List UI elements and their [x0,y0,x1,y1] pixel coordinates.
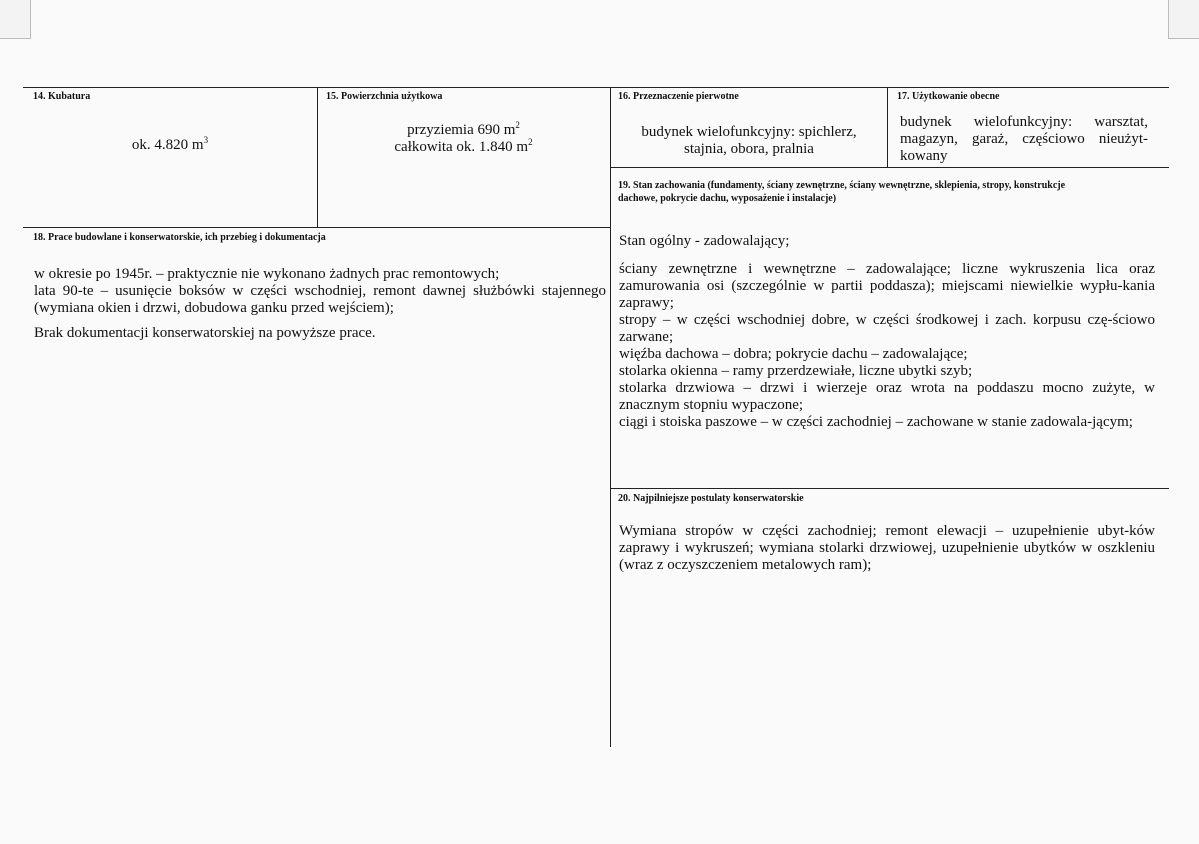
field-18-label: 18. Prace budowlane i konserwatorskie, ich przebieg i dokumentacja [33,232,326,243]
field-19-details [619,261,1155,431]
kubatura-sup: 3 [203,135,209,145]
field-15-value [317,122,610,156]
field-20-label: 20. Najpilniejsze postulaty konserwatorskie [618,493,804,504]
rule-row1-right [610,167,1169,168]
scan-corner-left [0,0,31,39]
works-90s: lata 90-te – usunięcie boksów w części wschodniej, remont dawnej służbówki stajennego (wymiana okien i drzwi, dobudowa ganku przed wejściem); [34,283,606,316]
rule-col-a [317,87,318,227]
kubatura-text: ok. 4.820 m [131,137,204,153]
area-ground-text: przyziemia 690 m [407,122,516,138]
rule-col-b [610,87,611,747]
field-18-text [34,266,606,342]
field-19-general: Stan ogólny - zadowalający; [619,233,790,249]
condition-walls: ściany zewnętrzne i wewnętrzne – zadowalające; liczne wykruszenia lica oraz zamurowania osi (szczególnie w partii poddasza); miejscami niewielkie wypłu-kania zaprawy; [619,261,1155,311]
area-ground-sup: 2 [515,120,520,130]
field-20-value: Wymiana stropów w części zachodniej; remont elewacji – uzupełnienie ubyt-ków zaprawy i wykruszeń; wymiana stolarki drzwiowej, uzupełnienie ubytków w oszkleniu (wraz z oczyszczeniem metalowych ram); [619,523,1155,573]
rule-row2-right [610,488,1169,489]
condition-floors: stropy – w części wschodniej dobre, w części środkowej i zach. korpusu czę-ściowo zarwane; [619,312,1155,345]
rule-row2-left [23,227,610,228]
rule-top [23,87,1169,88]
field-14-value [23,137,317,154]
condition-feeding: ciągi i stoiska paszowe – w części zachodniej – zachowane w stanie zadowala-jącym; [619,414,1133,430]
field-19-label: 19. Stan zachowania (fundamenty, ściany zewnętrzne, ściany wewnętrzne, sklepienia, stropy, konstrukcje dachowe, pokrycie dachu, wyposażenie i instalacje) [618,180,1066,204]
field-15-label: 15. Powierzchnia użytkowa [326,91,443,102]
field-14-label: 14. Kubatura [33,91,91,102]
field-17-label: 17. Użytkowanie obecne [897,91,1000,102]
field-16-value: budynek wielofunkcyjny: spichlerz, stajnia, obora, pralnia [641,124,857,157]
rule-col-c [887,87,888,167]
condition-roof: więźba dachowa – dobra; pokrycie dachu – zadowalające; [619,346,968,362]
condition-doors: stolarka drzwiowa – drzwi i wierzeje oraz wrota na poddaszu mocno zużyte, w znacznym stopniu wypaczone; [619,380,1155,413]
field-16-label: 16. Przeznaczenie pierwotne [618,91,739,102]
works-documentation: Brak dokumentacji konserwatorskiej na powyższe prace. [34,325,376,341]
condition-windows: stolarka okienna – ramy przerdzewiałe, liczne ubytki szyb; [619,363,973,379]
area-total-sup: 2 [528,137,533,147]
works-postwar: w okresie po 1945r. – praktycznie nie wykonano żadnych prac remontowych; [34,266,500,282]
field-17-value: budynek wielofunkcyjny: warsztat, magazyn, garaż, częściowo nieużyt-kowany [900,114,1148,164]
scan-corner-right [1168,0,1199,39]
area-total-text: całkowita ok. 1.840 m [394,139,529,155]
